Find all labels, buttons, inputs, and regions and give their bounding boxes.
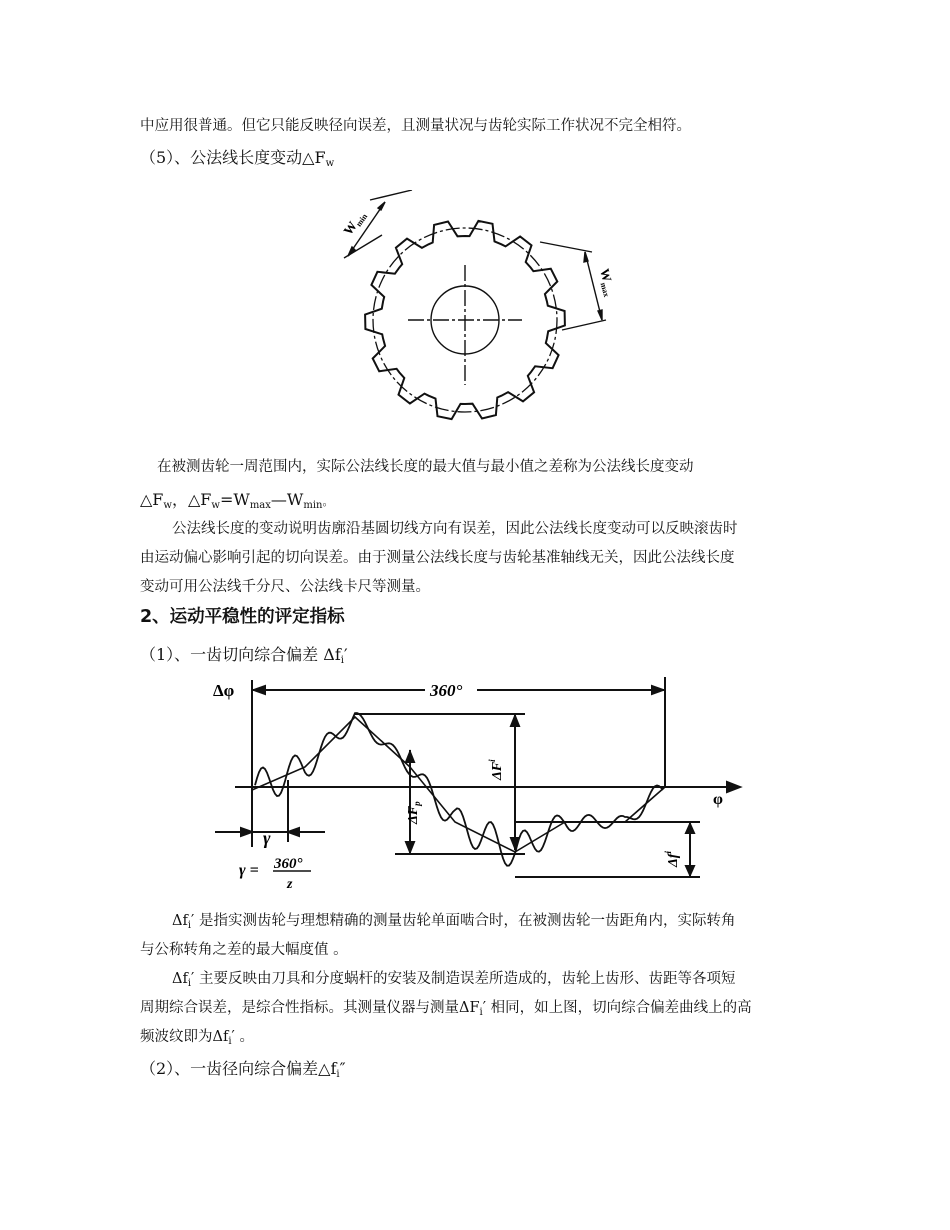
delta-fi-small-label: $\Delta f^i$ (663, 851, 681, 867)
para-explain-line1: 公法线长度的变动说明齿廓沿基圆切线方向有误差，因此公法线长度变动可以反映滚齿时 (172, 521, 738, 537)
x-axis-label: φ (713, 791, 723, 808)
para-fi-def-line1: $\Delta f_i'$ 是指实测齿轮与理想精确的测量齿轮单面啮合时，在被测齿轮一齿距角内，实际转角 (172, 913, 736, 931)
section-2-heading: 2、运动平稳性的评定指标 (140, 607, 345, 627)
gamma-equation: γ = (239, 862, 259, 879)
para-fi-main-line1: $\Delta f_i'$ 主要反映由刀具和分度蜗杆的安装及制造误差所造成的，齿轮上齿形、齿距等各项短 (172, 971, 736, 989)
gamma-label: γ (263, 828, 271, 848)
para-explain-line2: 由运动偏心影响引起的切向误差。由于测量公法线长度与齿轮基准轴线无关，因此公法线长度 (140, 550, 735, 566)
delta-Fp-label: $\Delta F_p$ (406, 801, 422, 824)
deviation-chart-figure (205, 672, 750, 897)
top-span-label: 360° (430, 681, 463, 700)
wmin-label: $W_{min}$ (340, 212, 370, 238)
para-explain-line3: 变动可用公法线千分尺、公法线卡尺等测量。 (140, 579, 430, 595)
para-def-line2: $\triangle F_w$，$\triangle F_w=W_{max}—W_{min}$。 (140, 490, 334, 511)
paragraph-top: 中应用很普通。但它只能反映径向误差，且测量状况与齿轮实际工作状况不完全相符。 (140, 118, 691, 134)
y-axis-label: Δφ (213, 681, 235, 700)
heading-5: （5）、公法线长度变动$\triangle F_w$ (140, 148, 335, 169)
para-fi-main-line3: 频波纹即为$\Delta f_i'$ 。 (140, 1029, 254, 1047)
gear-figure (330, 190, 630, 425)
gamma-denominator: z (287, 877, 293, 892)
wmax-label: $W_{max}$ (597, 266, 615, 299)
heading-1: （1）、一齿切向综合偏差 $\Delta f_i'$ (140, 645, 348, 666)
para-fi-main-line2: 周期综合误差，是综合性指标。其测量仪器与测量$\Delta F_i'$ 相同，如上图，切向综合偏差曲线上的高 (140, 1000, 752, 1018)
gamma-numerator: 360° (274, 856, 303, 872)
deviation-wave-curve (255, 713, 663, 866)
heading-2: （2）、一齿径向综合偏差$\triangle f_i''$ (140, 1059, 346, 1080)
delta-Fi-label: $\Delta F^i$ (487, 759, 505, 780)
para-def-line1: 在被测齿轮一周范围内，实际公法线长度的最大值与最小值之差称为公法线长度变动 (157, 459, 694, 475)
para-fi-def-line2: 与公称转角之差的最大幅度值 。 (140, 942, 348, 958)
